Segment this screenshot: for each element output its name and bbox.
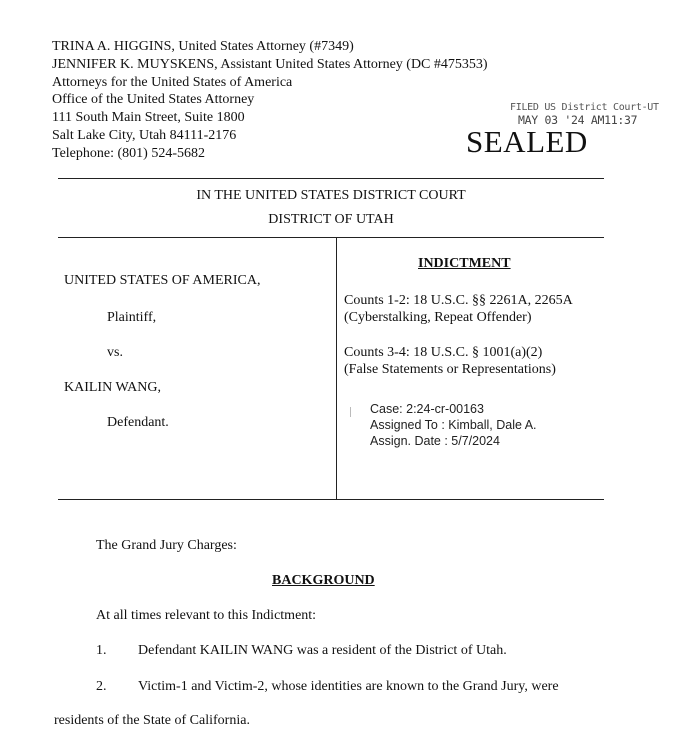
relevant-times: At all times relevant to this Indictment: — [96, 608, 317, 623]
plaintiff-name: UNITED STATES OF AMERICA, — [64, 273, 261, 288]
case-stamp-mark — [350, 407, 351, 417]
attorney-line: Attorneys for the United States of America — [52, 74, 293, 90]
count-description: (Cyberstalking, Repeat Offender) — [344, 310, 532, 325]
attorney-line: TRINA A. HIGGINS, United States Attorney (#7349) — [52, 39, 354, 54]
divider-top — [58, 178, 604, 179]
court-name: IN THE UNITED STATES DISTRICT COURT — [196, 188, 466, 203]
count-1-2 — [344, 292, 573, 326]
section-heading: BACKGROUND — [272, 573, 375, 588]
court-district: DISTRICT OF UTAH — [268, 212, 394, 227]
case-assign-date: Assign. Date : 5/7/2024 — [370, 434, 500, 448]
caption-bottom-rule — [58, 499, 604, 500]
defendant-name: KAILIN WANG, — [64, 380, 161, 395]
paragraph-text: Defendant KAILIN WANG was a resident of the District of Utah. — [138, 643, 507, 658]
attorney-line: Office of the United States Attorney — [52, 92, 255, 108]
caption-divider — [336, 237, 337, 499]
filed-stamp-date: MAY 03 '24 AM11:37 — [518, 113, 638, 127]
defendant-role: Defendant. — [107, 415, 169, 430]
paragraph-number: 2. — [96, 679, 107, 694]
filed-stamp: FILED US District Court-UT — [510, 102, 659, 113]
attorney-line: JENNIFER K. MUYSKENS, Assistant United States Attorney (DC #475353) — [52, 56, 488, 72]
plaintiff-role: Plaintiff, — [107, 310, 157, 325]
paragraph-number: 1. — [96, 643, 107, 658]
indictment-title: INDICTMENT — [418, 256, 511, 271]
versus: vs. — [107, 345, 123, 360]
attorney-line: Telephone: (801) 524-5682 — [52, 145, 205, 161]
attorney-line: Salt Lake City, Utah 84111-2176 — [52, 127, 237, 143]
count-3-4 — [344, 344, 556, 378]
count-statute: Counts 3-4: 18 U.S.C. § 1001(a)(2) — [344, 345, 543, 360]
attorney-line: 111 South Main Street, Suite 1800 — [52, 110, 245, 126]
caption-top-rule — [58, 237, 604, 238]
count-description: (False Statements or Representations) — [344, 362, 556, 377]
sealed-mark: SEALED — [466, 124, 588, 159]
count-statute: Counts 1-2: 18 U.S.C. §§ 2261A, 2265A — [344, 293, 573, 308]
case-stamp — [370, 401, 537, 449]
paragraph-text: Victim-1 and Victim-2, whose identities are known to the Grand Jury, were — [138, 679, 559, 694]
grand-jury-intro: The Grand Jury Charges: — [96, 538, 237, 553]
case-assigned: Assigned To : Kimball, Dale A. — [370, 418, 537, 432]
paragraph-continuation: residents of the State of California. — [54, 713, 250, 728]
attorney-block — [52, 38, 488, 163]
case-number: Case: 2:24-cr-00163 — [370, 402, 484, 416]
